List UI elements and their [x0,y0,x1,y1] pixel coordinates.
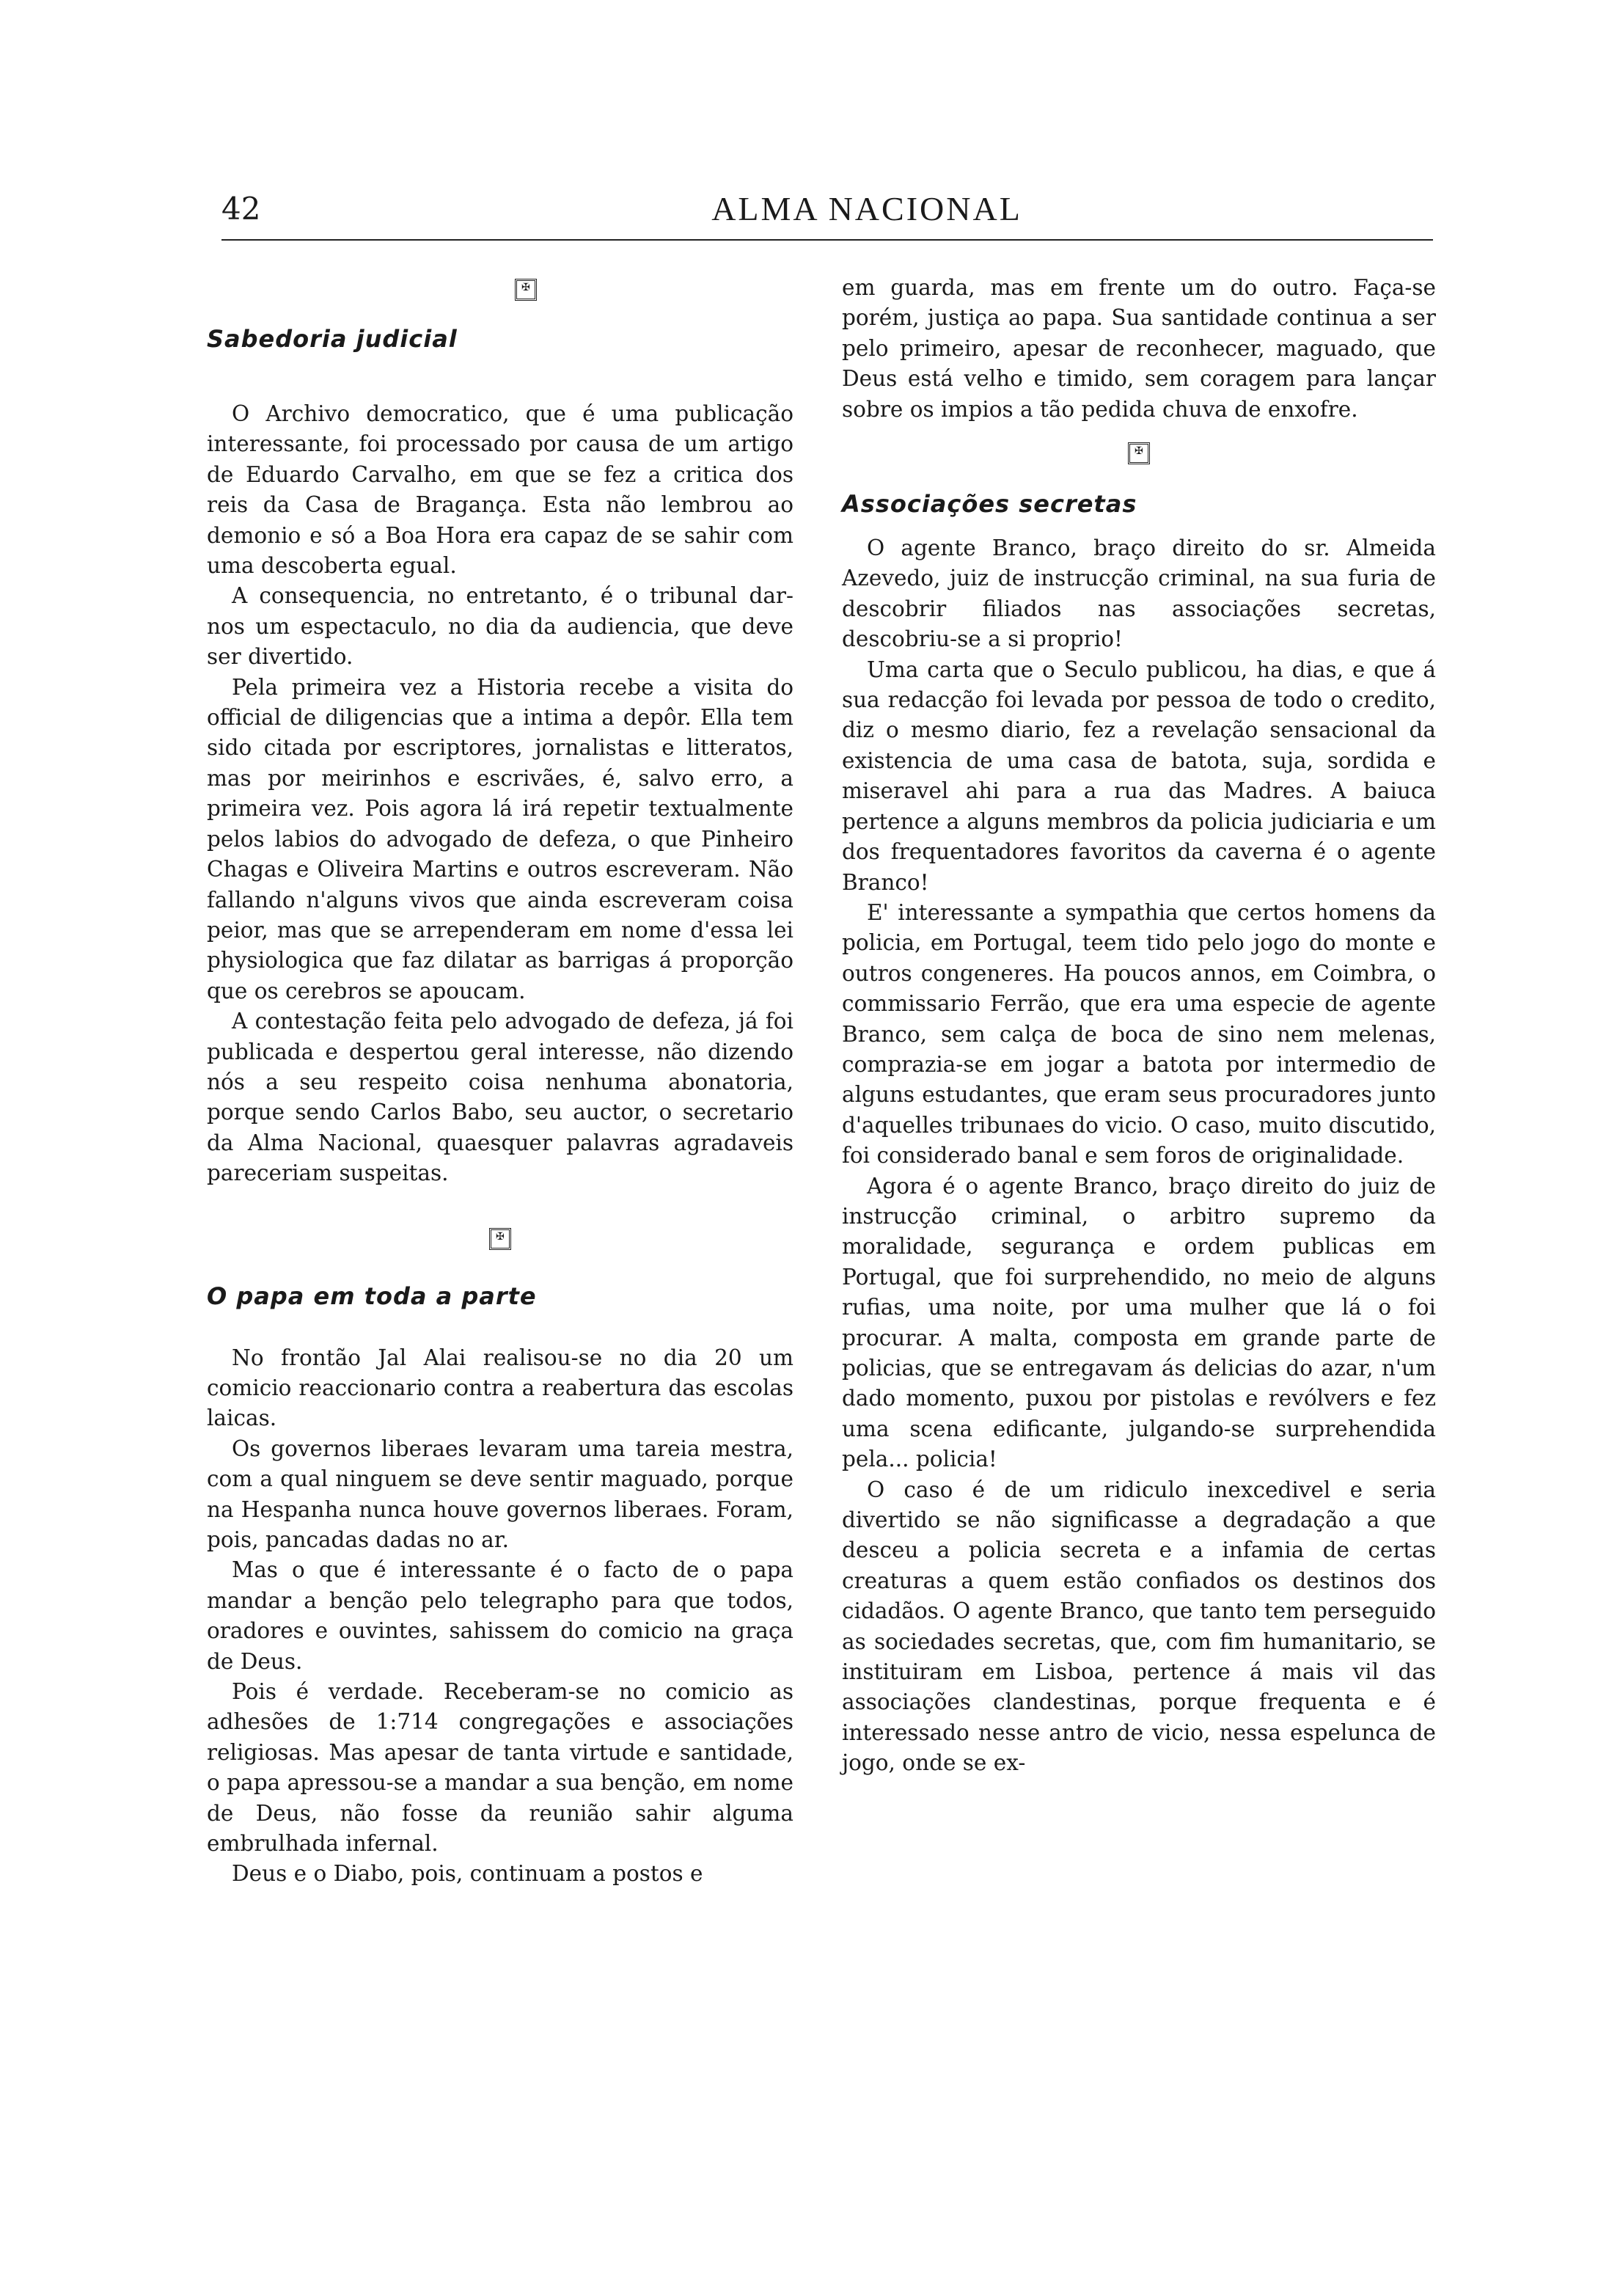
paragraph: Uma carta que o Seculo publicou, ha dias, e que á sua redacção foi levada por pessoa de todo o credito, diz o mesmo diario, fez a revelação sensacional da existencia de uma casa de batota, suja, sordida e miseravel ahi para a rua das Madres. A baiuca pertence a alguns membros da policia judiciaria e um dos frequentadores favoritos da caverna é o agente Branco! [842,657,1436,895]
ornament-icon: ✠ [842,438,1436,467]
paragraph: No frontão Jal Alai realisou-se no dia 20 um comicio reaccionario contra a reabertura das escolas laicas. [207,1345,793,1431]
paragraph: Pela primeira vez a Historia recebe a visita do official de diligencias que a intima a depôr. Ella tem sido citada por escriptores, jornalistas e litteratos, mas por meirinhos e escrivães, é, salvo erro, a primeira vez. Pois agora lá irá repetir textualmente pelos labios do advogado de defeza, o que Pinheiro Chagas e Oliveira Martins e outros escreveram. Não fallando n'alguns vivos que ainda escreveram coisa peior, mas que se arrependeram em nome d'essa lei physiologica que faz dilatar as barrigas á proporção que os cerebros se apoucam. [207,674,793,1003]
paragraph: em guarda, mas em frente um do outro. Faça-se porém, justiça ao papa. Sua santidade continua a ser pelo primeiro, apesar de reconhecer, maguado, que Deus está velho e timido, sem coragem para lançar sobre os impios a tão pedida chuva de enxofre. [842,275,1436,422]
section-title-associacoes-secretas: Associações secretas [842,490,1137,519]
paragraph: Pois é verdade. Receberam-se no comicio as adhesões de 1:714 congregações e associações religiosas. Mas apesar de tanta virtude e santidade, o papa apressou-se a mandar a sua benção, em nome de Deus, não fosse da reunião sahir alguma embrulhada infernal. [207,1679,793,1857]
paragraph: Mas o que é interessante é o facto de o papa mandar a benção pelo telegrapho para que todos, oradores e ouvintes, sahissem do comicio na graça de Deus. [207,1557,793,1674]
paragraph: A contestação feita pelo advogado de defeza, já foi publicada e despertou geral interesse, não dizendo nós a seu respeito coisa nenhuma abonatoria, porque sendo Carlos Babo, seu auctor, o secretario da Alma Nacional, quaesquer palavras agradaveis pareceriam suspeitas. [207,1009,793,1186]
paragraph: Deus e o Diabo, pois, continuam a postos e [232,1861,703,1887]
ornament-icon: ✠ [258,274,793,304]
page-number: 42 [221,191,261,227]
left-column [207,273,793,1890]
ornament-icon: ✠ [207,1224,793,1254]
paragraph: O caso é de um ridiculo inexcedivel e seria divertido se não significasse a degradação a que desceu a policia secreta e a infamia de certas creaturas a quem estão confiados os destinos dos cidadãos. O agente Branco, que tanto tem perseguido as sociedades secretas, que, com fim humanitario, se instituiram em Lisboa, pertence á mais vil das associações clandestinas, porque frequenta e é interessado nesse antro de vicio, nessa espelunca de jogo, onde se ex- [842,1477,1436,1776]
paragraph: O Archivo democratico, que é uma publicação interessante, foi processado por causa de um artigo de Eduardo Carvalho, em que se fez a critica dos reis da Casa de Bragança. Esta não lembrou ao demonio e só a Boa Hora era capaz de se sahir com uma descoberta egual. [207,401,793,579]
paragraph: Os governos liberaes levaram uma tareia mestra, com a qual ninguem se deve sentir maguado, porque na Hespanha nunca houve governos liberaes. Foram, pois, pancadas dadas no ar. [207,1436,793,1552]
running-title: ALMA NACIONAL [711,190,1022,227]
right-column [842,273,1436,1779]
paragraph: Agora é o agente Branco, braço direito do juiz de instrucção criminal, o arbitro supremo da moralidade, segurança e ordem publicas em Portugal, que foi surprehendido, no meio de alguns rufias, uma noite, por uma mulher que lá o foi procurar. A malta, composta em grande parte de policias, que se entregavam ás delicias do azar, n'um dado momento, puxou por pistolas e revólvers e fez uma scena edificante, julgando-se surprehendida pela... policia! [842,1173,1436,1472]
section-title-sabedoria-judicial: Sabedoria judicial [207,325,458,353]
paragraph: E' interessante a sympathia que certos homens da policia, em Portugal, teem tido pelo jogo do monte e outros congeneres. Ha poucos annos, em Coimbra, o commissario Ferrão, que era uma especie de agente Branco, sem calça de boca de sino nem melenas, comprazia-se em jogar a batota por intermedio de alguns estudantes, que eram seus procuradores junto d'aquelles tribunaes do vicio. O caso, muito discutido, foi considerado banal e sem foros de originalidade. [842,899,1436,1169]
section-title-o-papa-em-toda-a-parte: O papa em toda a parte [207,1282,537,1310]
page-header [221,186,1433,238]
paragraph: O agente Branco, braço direito do sr. Almeida Azevedo, juiz de instrucção criminal, na sua furia de descobrir filiados nas associações secretas, descobriu-se a si proprio! [842,535,1436,652]
header-rule [221,239,1433,241]
paragraph: A consequencia, no entretanto, é o tribunal dar-nos um espectaculo, no dia da audiencia, que deve ser divertido. [207,583,793,670]
